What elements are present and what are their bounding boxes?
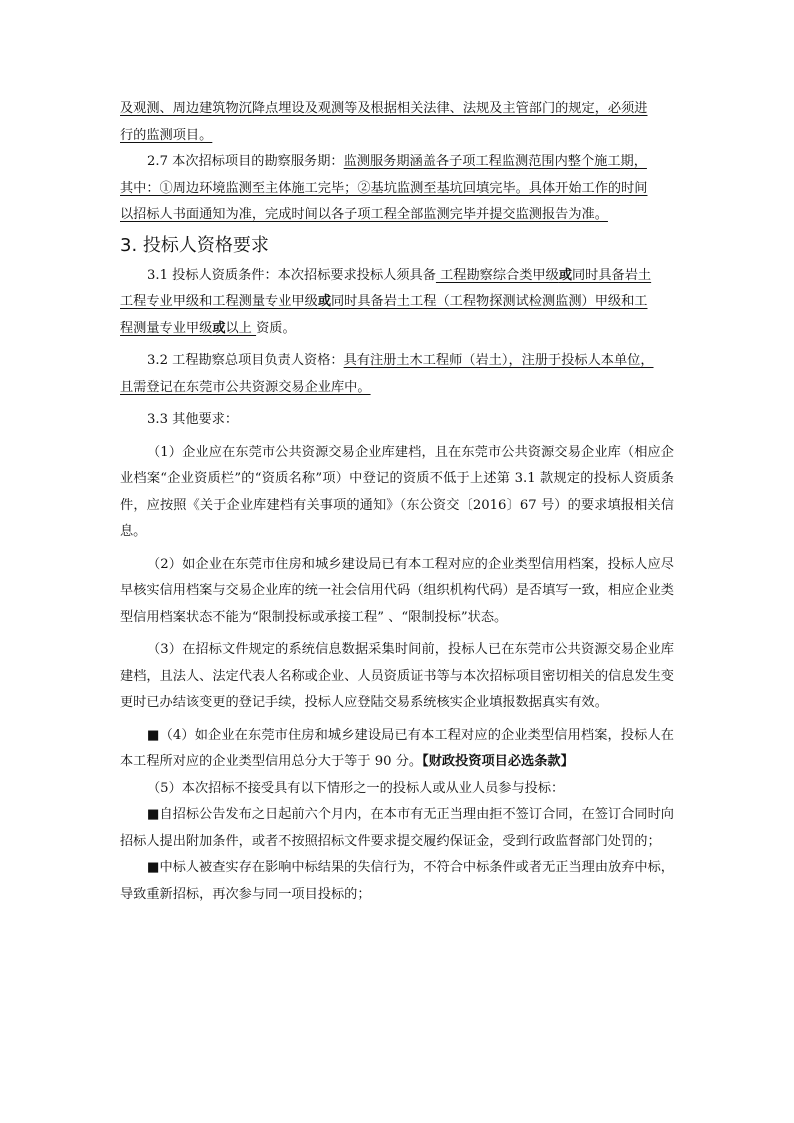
paragraph-other-requirements: 3.3 其他要求： — [147, 412, 239, 427]
underlined-text: 其中：①周边环境监测至主体施工完毕；②基坑监测至基坑回填完毕。具体开始工作的时间 — [120, 180, 648, 196]
underlined-text: 程测量专业甲级 — [120, 320, 213, 336]
underlined-text: 具有注册土木工程师（岩土），注册于投标人本单位， — [343, 353, 654, 368]
clause-lead: 2.7 本次招标项目的勘察服务期： — [147, 154, 344, 169]
underlined-text: 工程专业甲级和工程测量专业甲级 — [120, 294, 318, 309]
paragraph-requirement-2: （2）如企业在东莞市住房和城乡建设局已有本工程对应的企业类型信用档案，投标人应尽早核实信用档案与交易企业库的统一社会信用代码（组织机构代码）是否填写一致，相应企业类型信用档案状态不能为“限制投标或承接工程” 、“限制投标”状态。 — [120, 556, 674, 625]
section-heading: 3. 投标人资格要求 — [120, 234, 269, 256]
mandatory-clause-note: 【财政投资项目必选条款】 — [422, 754, 574, 769]
paragraph-requirement-5: （5）本次招标不接受具有以下情形之一的投标人或从业人员参与投标： — [147, 780, 565, 796]
paragraph-requirement-4 — [120, 723, 674, 776]
underlined-text: 以上 — [225, 320, 257, 336]
requirement-text: ■（4）如企业在东莞市住房和城乡建设局已有本工程对应的企业类型信用档案，投标人在本工程所对应的企业类型信用总分大于等于 90 分。 — [120, 727, 674, 769]
paragraph-service-period — [120, 149, 674, 229]
underlined-text: 同时具备岩土 — [572, 267, 652, 283]
bold-or: 或 — [212, 320, 226, 336]
underlined-text: 行的监测项目。 — [120, 127, 213, 143]
underlined-text: 且需登记在东莞市公共资源交易企业库中。 — [120, 379, 371, 395]
paragraph-exclusion-2: ■中标人被查实存在影响中标结果的失信行为，不符合中标条件或者无正当理由放弃中标，导致重新招标，再次参与同一项目投标的； — [120, 860, 674, 902]
paragraph-requirement-1: （1）企业应在东莞市公共资源交易企业库建档，且在东莞市公共资源交易企业库（相应企业档案“企业资质栏”的“资质名称”项）中登记的资质不低于上述第 3.1 款规定的投标人资质条件，应按照《关于企业库建档有关事项的通知》（东公资交〔2016〕67 号）的要求填报相关信息。 — [120, 444, 674, 539]
underlined-text: 监测服务期涵盖各子项工程监测范围内整个施工期， — [343, 154, 647, 169]
paragraph-project-leader — [120, 348, 674, 401]
clause-lead: 3.1 投标人资质条件：本次招标要求投标人须具备 — [147, 267, 436, 283]
underlined-text: 及观测、周边建筑物沉降点埋设及观测等及根据相关法律、法规及主管部门的规定，必须进 — [120, 101, 648, 116]
bold-or: 或 — [558, 267, 572, 283]
clause-lead: 3.2 工程勘察总项目负责人资格： — [147, 353, 344, 368]
paragraph-monitoring-scope — [120, 96, 674, 149]
clause-tail: 资质。 — [256, 320, 296, 336]
underlined-text: 同时具备岩土工程（工程物探测试检测监测）甲级和工 — [331, 294, 648, 309]
bold-or: 或 — [317, 294, 331, 309]
paragraph-requirement-3: （3）在招标文件规定的系统信息数据采集时间前，投标人已在东莞市公共资源交易企业库建档，且法人、法定代表人名称或企业、人员资质证书等与本次招标项目密切相关的信息发生变更时已办结该变更的登记手续，投标人应登陆交易系统核实企业填报数据真实有效。 — [120, 642, 674, 710]
paragraph-exclusion-1: ■自招标公告发布之日起前六个月内，在本市有无正当理由拒不签订合同，在签订合同时向招标人提出附加条件，或者不按照招标文件要求提交履约保证金，受到行政监督部门处罚的； — [120, 807, 674, 849]
paragraph-qualification — [120, 263, 674, 343]
underlined-text: 以招标人书面通知为准，完成时间以各子项工程全部监测完毕并提交监测报告为准。 — [120, 207, 608, 222]
underlined-text: 工程勘察综合类甲级 — [435, 267, 559, 283]
